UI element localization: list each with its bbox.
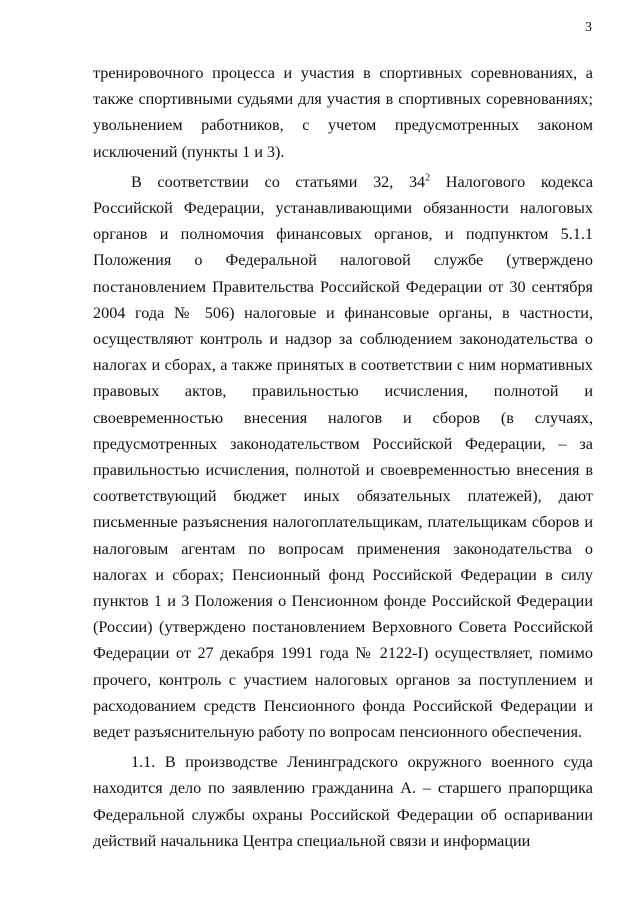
paragraph-text-start: В соответствии со статьями 32, 34 [131, 172, 426, 191]
paragraph-continuation: тренировочного процесса и участия в спортивных соревнованиях, а также спортивными судьями для участия в спортивных соревнованиях; увольнением работников, с учетом предусмотренных законом исключений (пункты 1 и 3). [93, 64, 593, 161]
paragraph-text-rest: Налогового кодекса Российской Федерации, устанавливающими обязанности налоговых органов и полномочия финансовых органов, и подпунктом 5.1.1 Положения о Федеральной налоговой службе (утверждено постановлением Правительства Российской Федерации от 30 сентября 2004 года № 506) налоговые и финансовые органы, в частности, осуществляют контроль и надзор за соблюдением законодательства о налогах и сборах, а также принятых в соответствии с ним нормативных правовых актов, правильностью исчисления, полнотой и своевременностью внесения налогов и сборов (в случаях, предусмотренных законодательством Российской Федерации, – за правильностью исчисления, полнотой и своевременностью внесения в соответствующий бюджет иных обязательных платежей), дают письменные разъяснения налогоплательщикам, плательщикам сборов и налоговым агентам по вопросам применения законодательства о налогах и сборах; Пенсионный фонд Российской Федерации в силу пунктов 1 и 3 Положения о Пенсионном фонде Российской Федерации (России) (утверждено постановлением Верховного Совета Российской Федерации от 27 декабря 1991 года № 2122-I) осуществляет, помимо прочего, контроль с участием налоговых органов за поступлением и расходованием средств Пенсионного фонда Российской Федерации и ведет разъяснительную работу по вопросам пенсионного обеспечения. [93, 172, 594, 742]
paragraph-case-1-1: 1.1. В производстве Ленинградского окружного военного суда находится дело по заявлению гражданина А. – старшего прапорщика Федеральной службы охраны Российской Федерации об оспаривании действий начальника Центра специальной связи и информации [93, 753, 593, 850]
document-body [93, 60, 593, 854]
page-number: 3 [585, 20, 592, 35]
paragraph-tax-authorities [93, 169, 593, 745]
superscript-article-number: 2 [425, 172, 431, 184]
